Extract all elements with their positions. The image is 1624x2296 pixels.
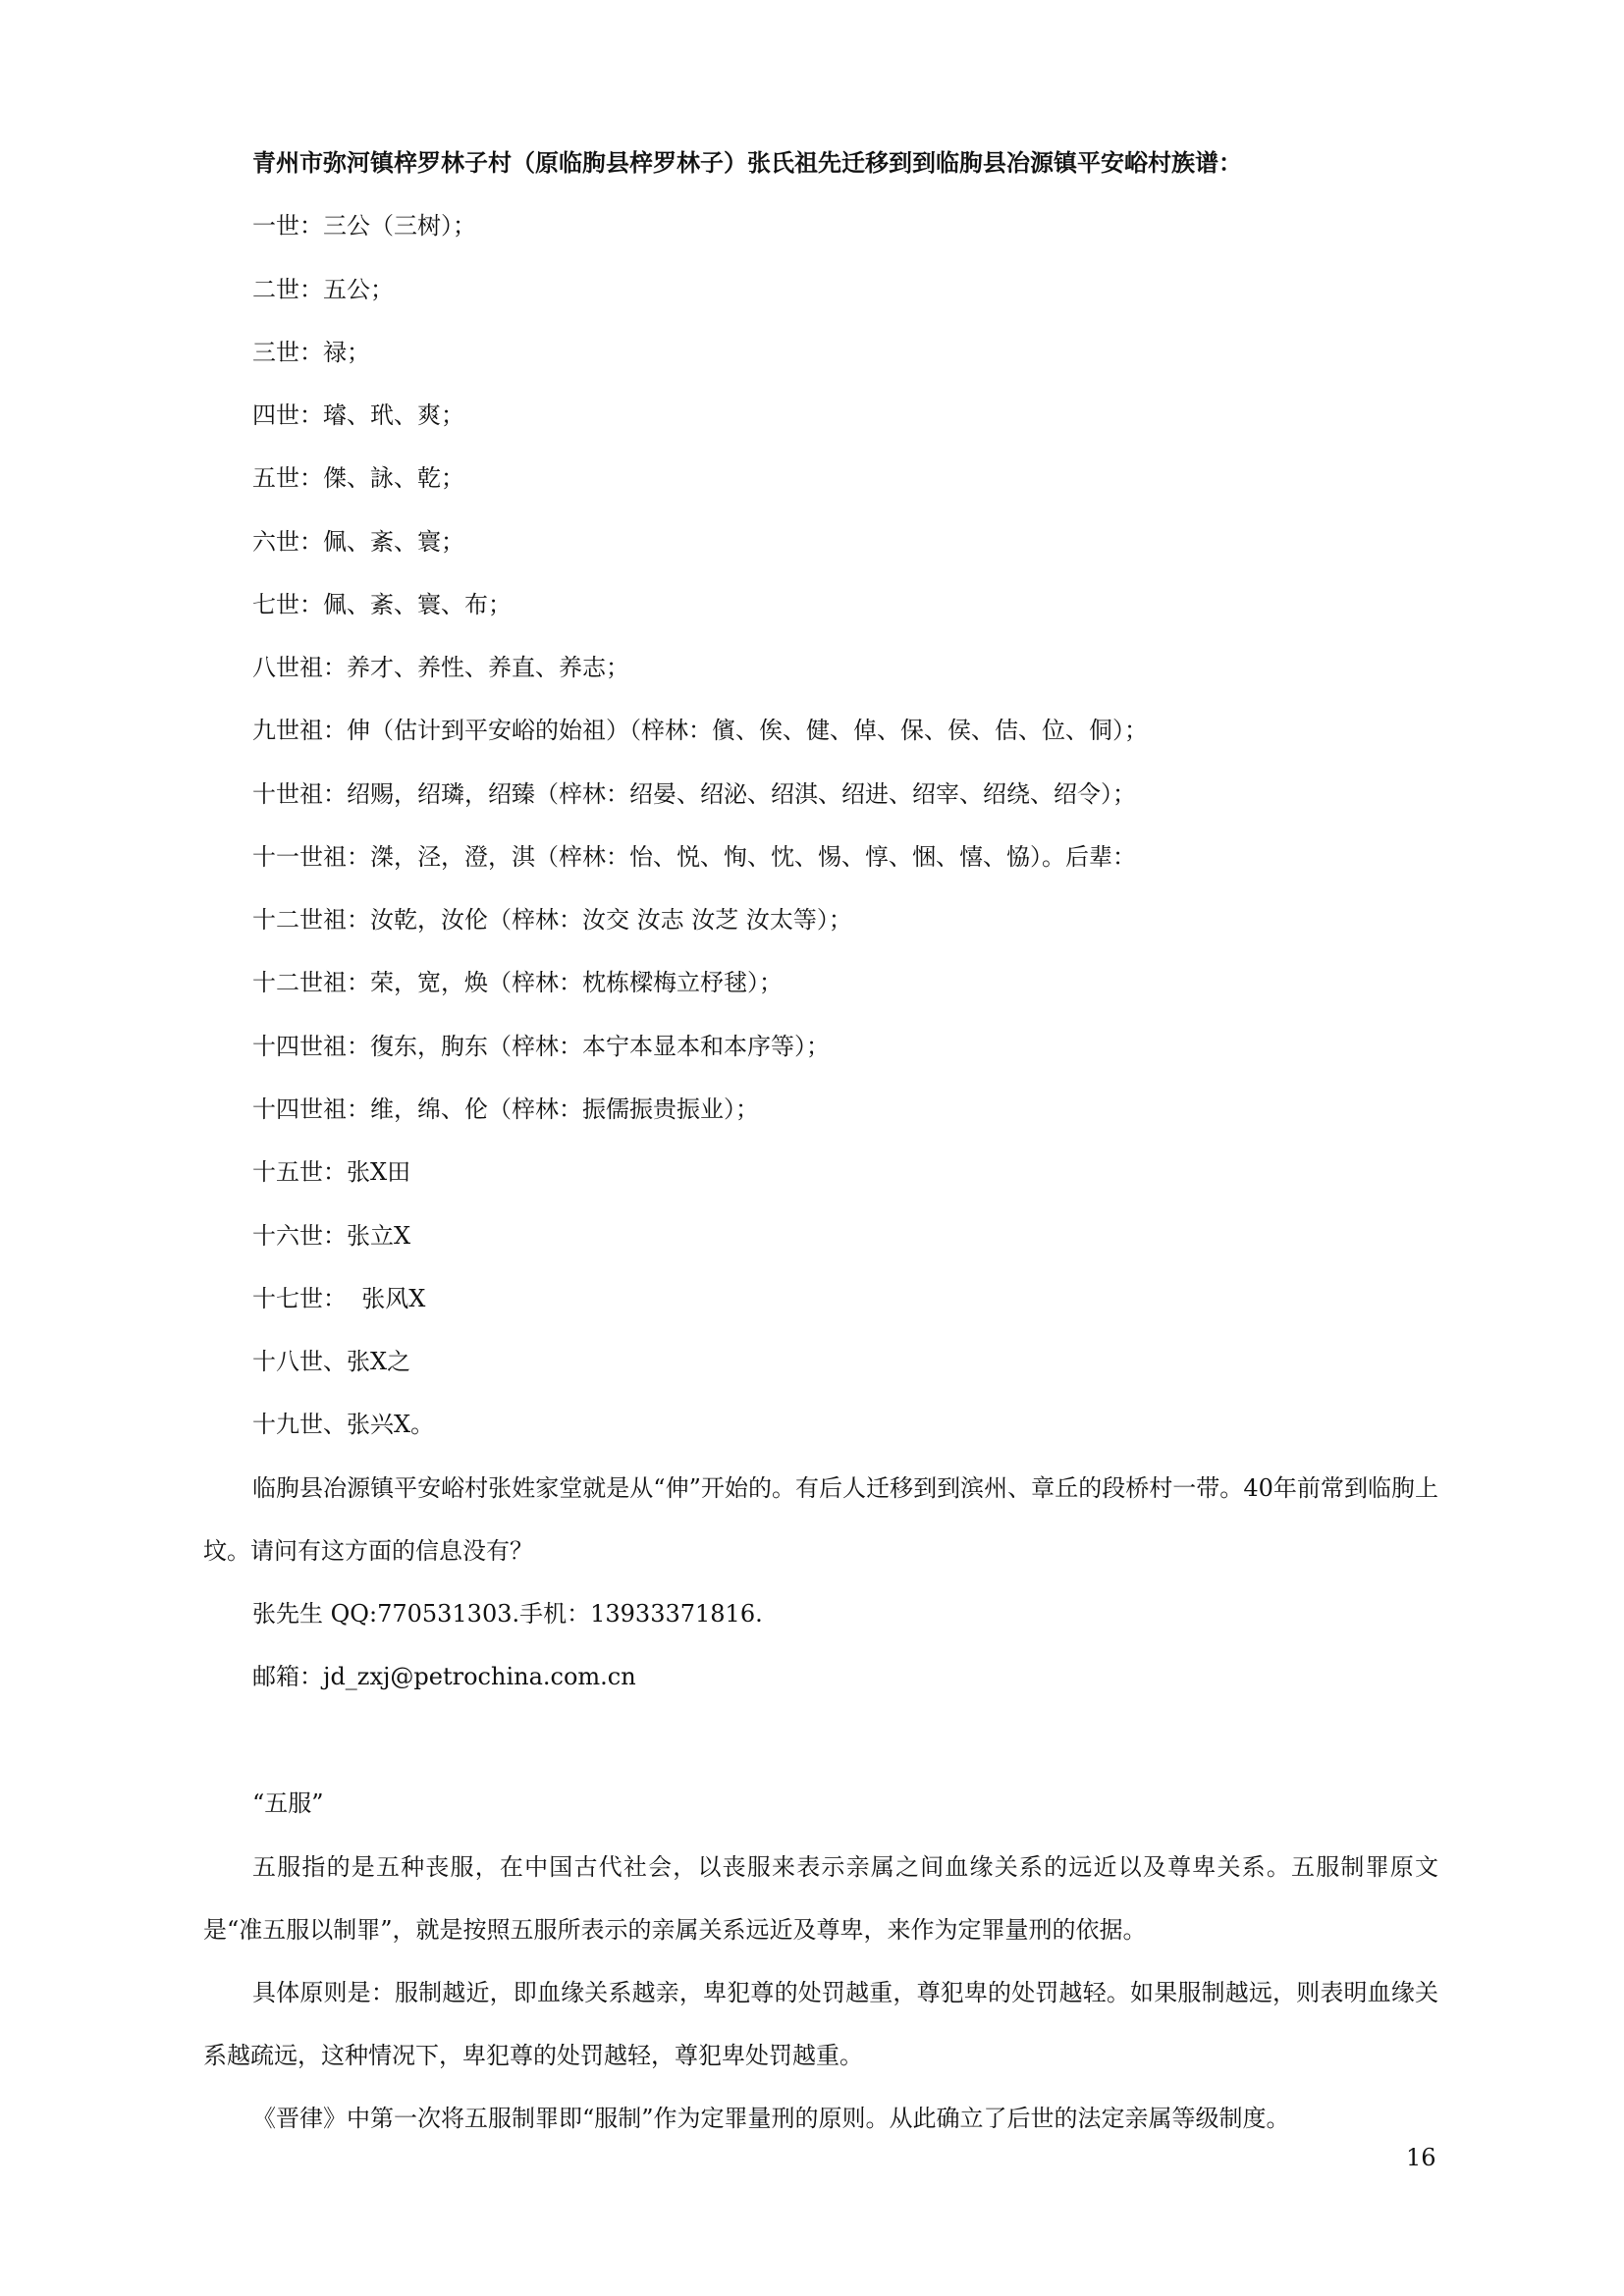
generation-3: 三世：禄； [252,339,370,366]
wufu-paragraph-2: 具体原则是：服制越近，即血缘关系越亲，卑犯尊的处罚越重，尊犯卑的处罚越轻。如果服制越远，则表明血缘关系越疏远，这种情况下，卑犯尊的处罚越轻，尊犯卑处罚越重。 [203,1979,1438,2069]
page-number: 16 [1406,2144,1436,2171]
generation-12a: 十二世祖：汝乾，汝伦（梓林：汝交 汝志 汝芝 汝太等）； [252,906,852,934]
generation-14a: 十四世祖：復东，朐东（梓林：本宁本显本和本序等）； [252,1033,830,1060]
generation-12b: 十二世祖：荣，宽，焕（梓林：枕栋樑梅立杼毬）； [252,969,783,996]
generation-17: 十七世： 张风X [252,1285,426,1312]
generation-4: 四世：璿、玳、爽； [252,401,464,429]
generation-15: 十五世：张X田 [252,1158,411,1186]
generation-16: 十六世：张立X [252,1222,411,1250]
generation-14b: 十四世祖：维，绵、伦（梓林：振儒振贵振业）； [252,1095,759,1123]
generation-19: 十九世、张兴X。 [252,1411,435,1438]
wufu-heading: “五服” [252,1789,324,1817]
generation-7: 七世：佩、紊、寰、布； [252,591,512,618]
generation-6: 六世：佩、紊、寰； [252,528,464,556]
generation-18: 十八世、张X之 [252,1348,411,1375]
wufu-paragraph-3: 《晋律》中第一次将五服制罪即“服制”作为定罪量刑的原则。从此确立了后世的法定亲属等级制度。 [252,2105,1290,2132]
contact-phone: 张先生 QQ:770531303.手机：13933371816. [252,1600,763,1628]
generation-9: 九世祖：伸（估计到平安峪的始祖）（梓林：儐、俟、健、倬、保、侯、佶、位、侗）； [252,717,1148,744]
contact-email: 邮箱：jd_zxj@petrochina.com.cn [252,1663,636,1690]
generation-2: 二世：五公； [252,276,394,303]
genealogy-title: 青州市弥河镇梓罗林子村（原临朐县梓罗林子）张氏祖先迁移到到临朐县冶源镇平安峪村族谱： [252,148,1242,177]
generation-11: 十一世祖：滐，泾，澄，淇（梓林：怡、悦、恂、忱、惕、惇、悃、憘、恊）。后辈： [252,843,1136,871]
genealogy-note: 临朐县冶源镇平安峪村张姓家堂就是从“伸”开始的。有后人迁移到到滨州、章丘的段桥村一带。40年前常到临朐上坟。请问有这方面的信息没有？ [203,1474,1438,1565]
generation-5: 五世：傑、詠、乾； [252,464,464,492]
wufu-paragraph-1: 五服指的是五种丧服，在中国古代社会，以丧服来表示亲属之间血缘关系的远近以及尊卑关系。五服制罪原文是“准五服以制罪”，就是按照五服所表示的亲属关系远近及尊卑，来作为定罪量刑的依据。 [203,1853,1438,1944]
generation-8: 八世祖：养才、养性、养直、养志； [252,654,629,681]
generation-1: 一世：三公（三树）； [252,212,476,240]
generation-10: 十世祖：绍赐，绍璘，绍臻（梓林：绍晏、绍泌、绍淇、绍进、绍宰、绍绕、绍令）； [252,780,1136,808]
